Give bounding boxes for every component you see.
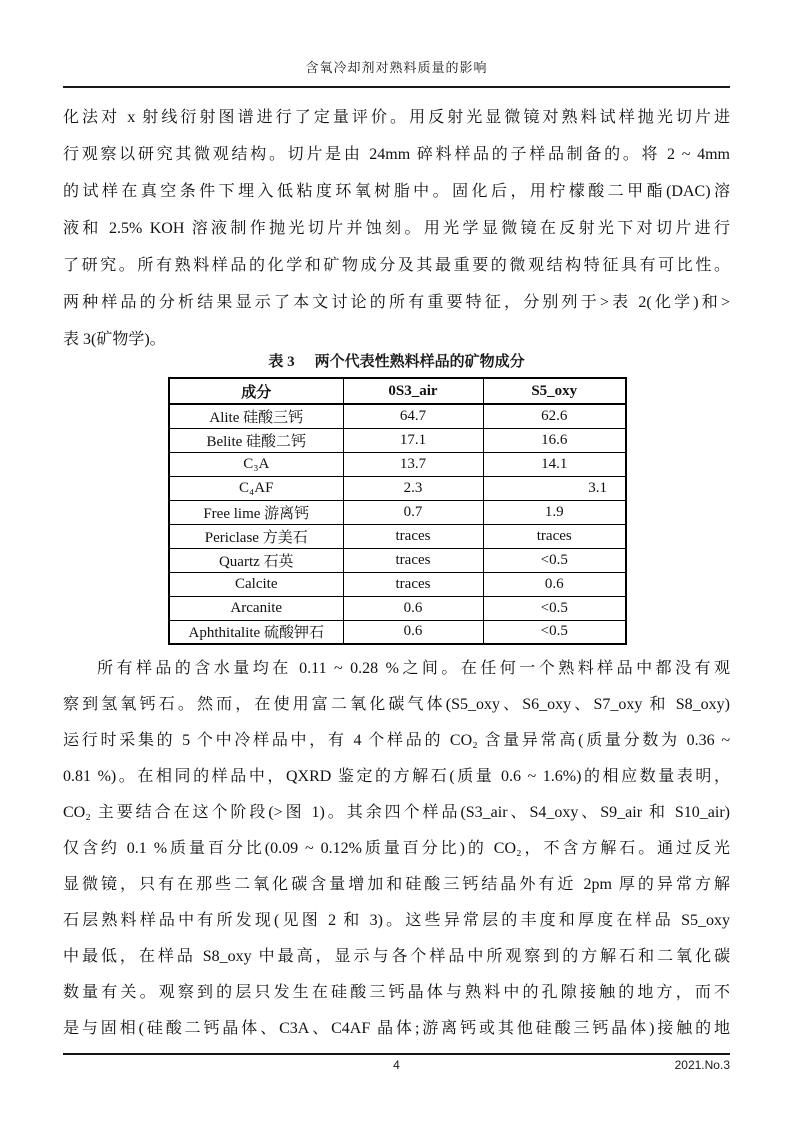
cell-value: traces (343, 548, 483, 572)
body-line: 数量有关。观察到的层只发生在硅酸三钙晶体与熟料中的孔隙接触的地方，而不 (63, 984, 730, 1001)
cell-component: C₃A (169, 452, 343, 476)
cell-value: <0.5 (483, 620, 626, 644)
cell-component: Periclase 方美石 (169, 524, 343, 548)
cell-value: traces (483, 524, 626, 548)
column-header-component: 成分 (169, 378, 343, 404)
body-line: 所有样品的含水量均在 0.11 ~ 0.28 %之间。在任何一个熟料样品中都没有观 (97, 660, 730, 677)
column-header-s5-oxy: S5_oxy (483, 378, 626, 404)
cell-value: 2.3 (343, 476, 483, 500)
paragraph-1 (63, 99, 730, 358)
cell-value: 16.6 (483, 428, 626, 452)
body-line: 是与固相(硅酸二钙晶体、C3A、C4AF 晶体;游离钙或其他硅酸三钙晶体)接触的地 (63, 1020, 730, 1037)
cell-value: 17.1 (343, 428, 483, 452)
minerals-table (168, 377, 627, 645)
cell-value: 62.6 (483, 404, 626, 428)
table-caption (63, 350, 730, 371)
table-header-row (169, 378, 626, 404)
table-row (169, 524, 626, 548)
body-line: 石层熟料样品中有所发现(见图 2 和 3)。这些异常层的丰度和厚度在样品 S5_oxy (63, 912, 730, 929)
table-row (169, 476, 626, 500)
cell-value: <0.5 (483, 548, 626, 572)
body-line: 的试样在真空条件下埋入低粘度环氧树脂中。固化后，用柠檬酸二甲酯(DAC)溶 (63, 183, 730, 200)
cell-value: 0.6 (483, 572, 626, 596)
body-line: 表 3(矿物学)。 (63, 331, 166, 348)
body-line: 两种样品的分析结果显示了本文讨论的所有重要特征，分别列于>表 2(化学)和> (63, 294, 730, 311)
table-row (169, 500, 626, 524)
header-rule (63, 86, 730, 88)
body-line: 化法对 x 射线衍射图谱进行了定量评价。用反射光显微镜对熟料试样抛光切片进 (63, 109, 730, 126)
body-line: 显微镜，只有在那些二氧化碳含量增加和硅酸三钙结晶外有近 2pm 厚的异常方解 (63, 876, 730, 893)
body-line: 察到氢氧钙石。然而，在使用富二氧化碳气体(S5_oxy、S6_oxy、S7_oxy 和 S8_oxy) (63, 696, 730, 713)
cell-value: <0.5 (483, 596, 626, 620)
footer-rule (63, 1053, 730, 1055)
body-line: 仅含约 0.1 %质量百分比(0.09 ~ 0.12%质量百分比)的 CO₂，不含方解石。通过反光 (63, 840, 730, 857)
cell-value: traces (343, 572, 483, 596)
table-row (169, 548, 626, 572)
cell-value: 0.7 (343, 500, 483, 524)
footer-page-number: 4 (393, 1058, 400, 1072)
cell-value: 13.7 (343, 452, 483, 476)
body-line: 中最低，在样品 S8_oxy 中最高，显示与各个样品中所观察到的方解石和二氧化碳 (63, 948, 730, 965)
cell-value: 3.1 (483, 476, 626, 500)
cell-component: Belite 硅酸二钙 (169, 428, 343, 452)
cell-component: Calcite (169, 572, 343, 596)
cell-value: 1.9 (483, 500, 626, 524)
cell-value: traces (343, 524, 483, 548)
cell-value: 0.6 (343, 620, 483, 644)
cell-component: C₄AF (169, 476, 343, 500)
footer-issue-label: 2021.No.3 (674, 1058, 730, 1072)
column-header-s3-air: 0S3_air (343, 378, 483, 404)
running-header-title: 含氧冷却剂对熟料质量的影响 (305, 60, 488, 75)
cell-component: Free lime 游离钙 (169, 500, 343, 524)
table-row (169, 620, 626, 644)
table-row (169, 596, 626, 620)
table-row (169, 452, 626, 476)
cell-component: Alite 硅酸三钙 (169, 404, 343, 428)
cell-component: Quartz 石英 (169, 548, 343, 572)
cell-value: 14.1 (483, 452, 626, 476)
table-row (169, 404, 626, 428)
table-row (169, 428, 626, 452)
table-caption-title: 两个代表性熟料样品的矿物成分 (314, 354, 525, 370)
cell-component: Aphthitalite 硫酸钾石 (169, 620, 343, 644)
paragraph-2 (63, 651, 730, 1047)
body-line: 运行时采集的 5 个中冷样品中，有 4 个样品的 CO₂ 含量异常高(质量分数为 0.36 ~ (63, 732, 730, 749)
cell-value: 0.6 (343, 596, 483, 620)
body-line: 液和 2.5% KOH 溶液制作抛光切片并蚀刻。用光学显微镜在反射光下对切片进行 (63, 220, 730, 237)
body-line: 0.81 %)。在相同的样品中，QXRD 鉴定的方解石(质量 0.6 ~ 1.6%)的相应数量表明， (63, 768, 730, 785)
body-line: CO₂ 主要结合在这个阶段(>图 1)。其余四个样品(S3_air、S4_oxy、S9_air 和 S10_air) (63, 804, 730, 821)
body-line: 了研究。所有熟料样品的化学和矿物成分及其最重要的微观结构特征具有可比性。 (63, 257, 730, 274)
body-line: 行观察以研究其微观结构。切片是由 24mm 碎料样品的子样品制备的。将 2 ~ 4mm (63, 146, 730, 163)
table-caption-label: 表 3 (268, 354, 295, 370)
cell-component: Arcanite (169, 596, 343, 620)
table-row (169, 572, 626, 596)
cell-value: 64.7 (343, 404, 483, 428)
